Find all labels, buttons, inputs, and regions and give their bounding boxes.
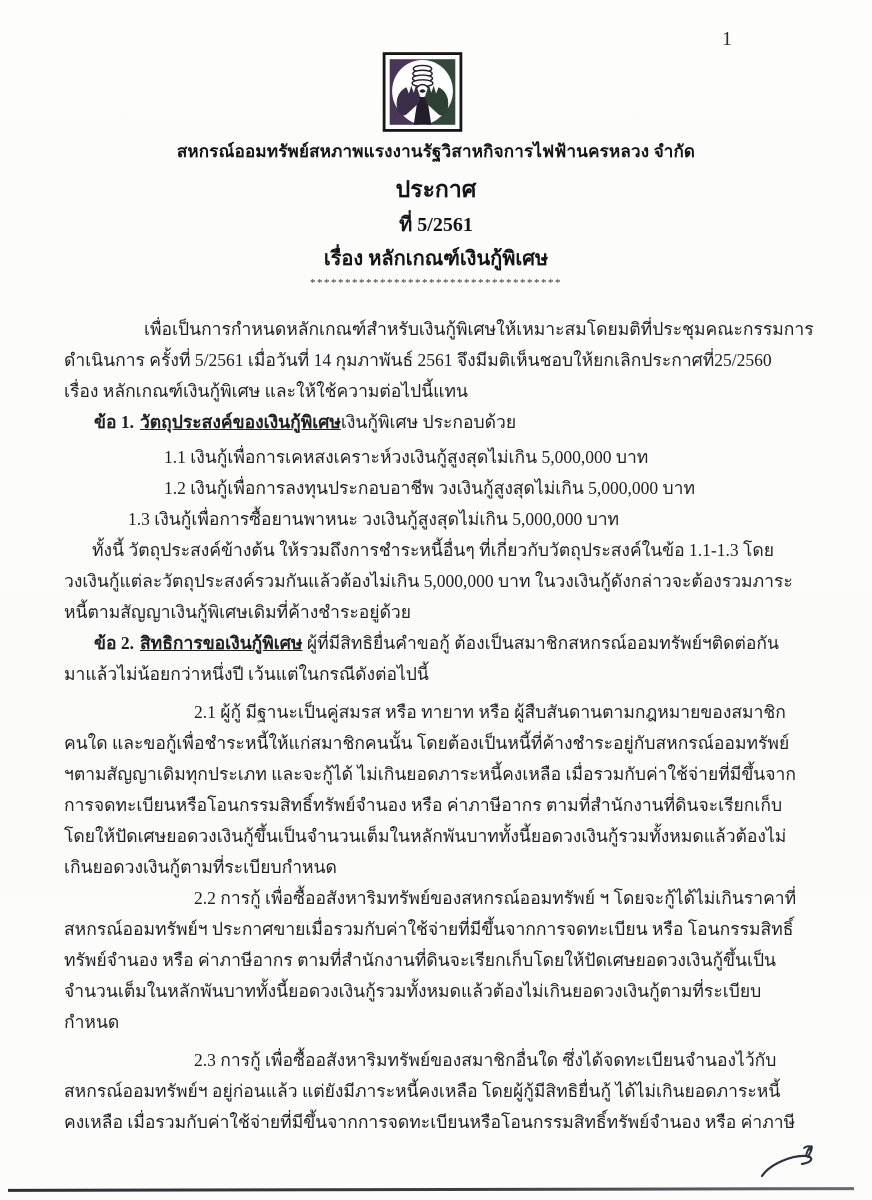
text-line: ทั้งนี้ วัตถุประสงค์ข้างต้น ให้รวมถึงการชำระหนี้อื่นๆ ที่เกี่ยวกับวัตถุประสงค์ในข้อ 1.1-1.3 โดย bbox=[92, 540, 774, 560]
text-line: ฯตามสัญญาเดิมทุกประเภท และจะกู้ได้ ไม่เกินยอดภาระหนี้คงเหลือ เมื่อรวมกับค่าใช้จ่ายที่มีขึ้นจาก bbox=[64, 764, 796, 784]
text-line: หนี้ตามสัญญาเงินกู้พิเศษเดิมที่ค้างชำระอยู่ด้วย bbox=[64, 602, 412, 622]
clause-2-3 bbox=[64, 1045, 824, 1138]
text-line: ทรัพย์จำนอง หรือ ค่าภาษีอากร ตามที่สำนักงานที่ดินจะเรียกเก็บโดยให้ปัดเศษยอดวงเงินกู้ขึ้นเป็น bbox=[64, 950, 777, 970]
doc-subject: เรื่อง หลักเกณฑ์เงินกู้พิเศษ bbox=[323, 248, 549, 270]
section1-heading bbox=[64, 407, 824, 438]
text-line: 2.1 ผู้กู้ มีฐานะเป็นคู่สมรส หรือ ทายาท หรือ ผู้สืบสันดานตามกฎหมายของสมาชิก bbox=[194, 702, 786, 722]
text-line: กำหนด bbox=[64, 1012, 120, 1032]
text-line: จำนวนเต็มในหลักพันบาททั้งนี้ยอดวงเงินกู้รวมทั้งหมดแล้วต้องไม่เกินยอดวงเงินกู้ตามที่ระเบียบ bbox=[64, 981, 762, 1001]
clause-2-2 bbox=[64, 883, 824, 1038]
section1-label: ข้อ 1. bbox=[94, 412, 134, 432]
text-line: เกินยอดวงเงินกู้ตามที่ระเบียบกำหนด bbox=[64, 857, 337, 877]
text-line: เรื่อง หลักเกณฑ์เงินกู้พิเศษ และให้ใช้ความต่อไปนี้แทน bbox=[64, 381, 468, 401]
doc-type-title: ประกาศ bbox=[395, 177, 477, 202]
handwritten-initial-icon bbox=[756, 1136, 840, 1188]
section2-title: สิทธิการขอเงินกู้พิเศษ bbox=[139, 633, 303, 653]
section2-heading bbox=[64, 628, 824, 659]
hands-coins-emblem-icon bbox=[378, 52, 467, 132]
text-line: สหกรณ์ออมทรัพย์ฯ อยู่ก่อนแล้ว แต่ยังมีภาระหนี้คงเหลือ โดยผู้กู้มีสิทธิยื่นกู้ ได้ไม่เกินยอดภาระหนี้ bbox=[64, 1081, 781, 1101]
text-line: การจดทะเบียนหรือโอนกรรมสิทธิ์ทรัพย์จำนอง หรือ ค่าภาษีอากร ตามที่สำนักงานที่ดินจะเรียกเก็บ bbox=[64, 795, 783, 815]
text-line: ดำเนินการ ครั้งที่ 5/2561 เมื่อวันที่ 14 กุมภาพันธ์ 2561 จึงมีมติเห็นชอบให้ยกเลิกประกาศที่25/2560 bbox=[64, 350, 772, 370]
text-line: 1.3 เงินกู้เพื่อการซื้อยานพาหนะ วงเงินกู้สูงสุดไม่เกิน 5,000,000 บาท bbox=[128, 509, 620, 529]
section1-title: วัตถุประสงค์ของเงินกู้พิเศษ bbox=[139, 412, 341, 432]
section2-intro-rest: ผู้ที่มีสิทธิยื่นคำขอกู้ ต้องเป็นสมาชิกสหกรณ์ออมทรัพย์ฯติดต่อกัน bbox=[306, 633, 779, 653]
text-line: 2.2 การกู้ เพื่อซื้ออสังหาริมทรัพย์ของสหกรณ์ออมทรัพย์ ฯ โดยจะกู้ได้ไม่เกินราคาที่ bbox=[194, 888, 797, 908]
document-body bbox=[64, 314, 824, 1138]
doc-number: ที่ 5/2561 bbox=[399, 214, 473, 236]
text-line: คงเหลือ เมื่อรวมกับค่าใช้จ่ายที่มีขึ้นจากการจดทะเบียนหรือโอนกรรมสิทธิ์ทรัพย์จำนอง หรือ ค่าภาษี bbox=[64, 1112, 796, 1132]
text-line: คนใด และขอกู้เพื่อชำระหนี้ให้แก่สมาชิกคนนั้น โดยต้องเป็นหนี้ที่ค้างชำระอยู่กับสหกรณ์ออมทรัพย์ bbox=[64, 733, 790, 753]
section1-items bbox=[64, 442, 824, 535]
section2-intro-line2: มาแล้วไม่น้อยกว่าหนึ่งปี เว้นแต่ในกรณีดังต่อไปนี้ bbox=[64, 664, 429, 684]
cooperative-logo-icon bbox=[378, 52, 467, 132]
scan-edge-line bbox=[8, 1187, 854, 1192]
text-line: วงเงินกู้แต่ละวัตถุประสงค์รวมกันแล้วต้องไม่เกิน 5,000,000 บาท ในวงเงินกู้ดังกล่าวจะต้องรวมภาระ bbox=[64, 571, 793, 591]
text-line: เพื่อเป็นการกำหนดหลักเกณฑ์สำหรับเงินกู้พิเศษให้เหมาะสมโดยมติที่ประชุมคณะกรรมการ bbox=[144, 319, 814, 339]
text-line: โดยให้ปัดเศษยอดวงเงินกู้ขึ้นเป็นจำนวนเต็มในหลักพันบาททั้งนี้ยอดวงเงินกู้รวมทั้งหมดแล้วต้องไม่ bbox=[64, 826, 787, 846]
intro-paragraph bbox=[64, 314, 824, 407]
text-line: 1.2 เงินกู้เพื่อการลงทุนประกอบอาชีพ วงเงินกู้สูงสุดไม่เกิน 5,000,000 บาท bbox=[164, 478, 696, 498]
section2-label: ข้อ 2. bbox=[94, 633, 134, 653]
organization-name: สหกรณ์ออมทรัพย์สหภาพแรงงานรัฐวิสาหกิจการไฟฟ้านครหลวง จำกัด bbox=[176, 142, 696, 161]
text-line: สหกรณ์ออมทรัพย์ฯ ประกาศขายเมื่อรวมกับค่าใช้จ่ายที่มีขึ้นจากการจดทะเบียน หรือ โอนกรรมสิทธิ์ bbox=[64, 919, 794, 939]
text-line: 1.1 เงินกู้เพื่อการเคหสงเคราะห์วงเงินกู้สูงสุดไม่เกิน 5,000,000 บาท bbox=[164, 447, 649, 467]
divider-stars: ************************************ bbox=[310, 277, 562, 289]
section1-title-rest: เงินกู้พิเศษ ประกอบด้วย bbox=[340, 412, 517, 432]
text-line: 2.3 การกู้ เพื่อซื้ออสังหาริมทรัพย์ของสมาชิกอื่นใด ซึ่งได้จดทะเบียนจำนองไว้กับ bbox=[194, 1050, 777, 1070]
clause-2-1 bbox=[64, 697, 824, 883]
page-number: 1 bbox=[722, 28, 732, 50]
scope-paragraph bbox=[64, 535, 824, 628]
